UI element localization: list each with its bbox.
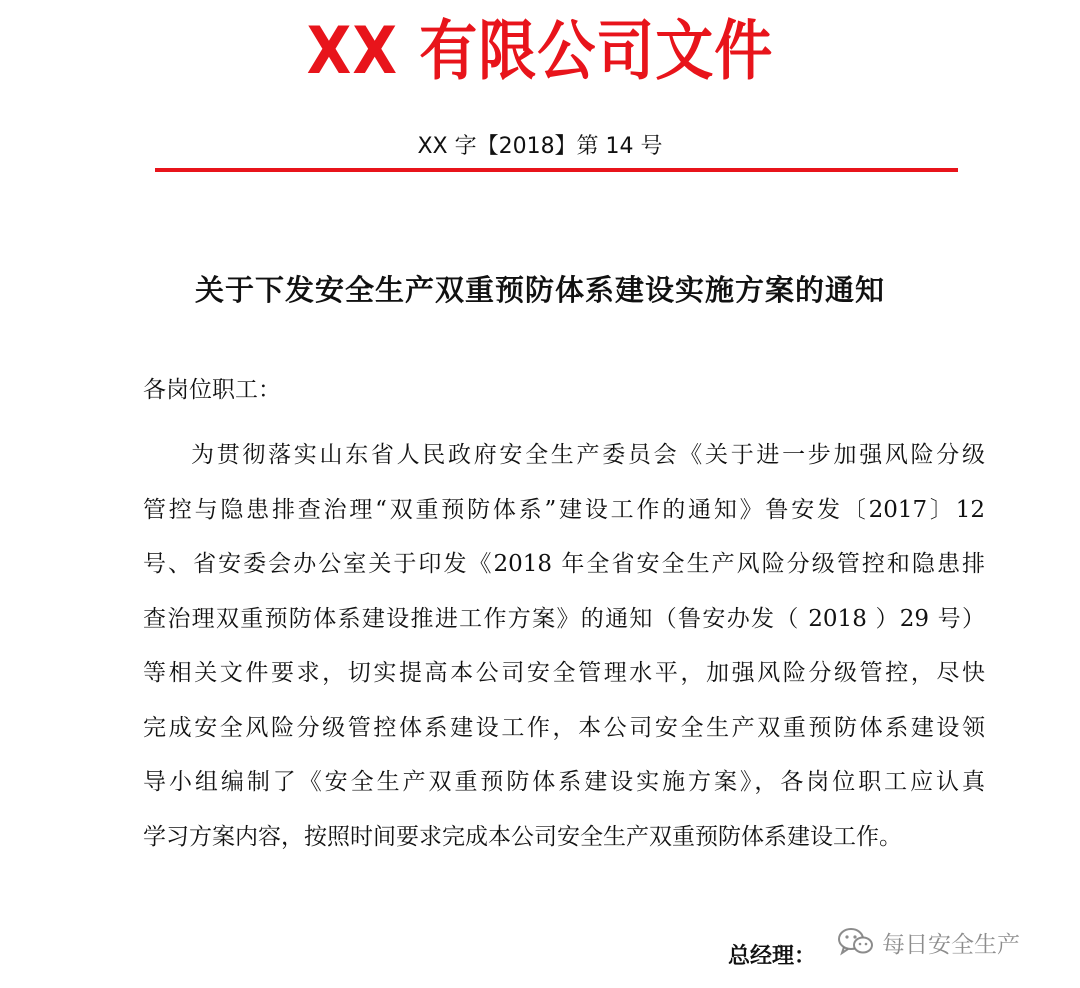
notice-title: 关于下发安全生产双重预防体系建设实施方案的通知 (194, 273, 885, 307)
document-number: XX 字【2018】第 14 号 (417, 134, 663, 159)
body-line: 等相关文件要求，切实提高本公司安全管理水平，加强风险分级管控，尽快 (143, 660, 985, 686)
company-document-title: XX 有限公司文件 (306, 12, 774, 89)
notice-body (143, 428, 985, 864)
body-line: 为贯彻落实山东省人民政府安全生产委员会《关于进一步加强风险分级 (191, 442, 985, 468)
body-line: 完成安全风险分级管控体系建设工作，本公司安全生产双重预防体系建设领 (143, 714, 985, 741)
watermark (836, 922, 1020, 962)
body-line: 学习方案内容，按照时间要求完成本公司安全生产双重预防体系建设工作。 (143, 823, 902, 850)
body-line: 查治理双重预防体系建设推进工作方案》的通知（鲁安办发（ 2018 ）29 号） (143, 605, 985, 632)
body-line: 管控与隐患排查治理“双重预防体系”建设工作的通知》鲁安发〔2017〕12 (143, 496, 985, 523)
salutation: 各岗位职工： (143, 377, 281, 403)
header-red-divider (155, 168, 958, 172)
wechat-icon (836, 926, 876, 958)
signature-label: 总经理： (728, 944, 817, 969)
watermark-text: 每日安全生产 (882, 931, 1020, 958)
body-line: 号、省安委会办公室关于印发《2018 年全省安全生产风险分级管控和隐患排 (143, 551, 985, 577)
body-line: 导小组编制了《安全生产双重预防体系建设实施方案》，各岗位职工应认真 (143, 769, 985, 795)
